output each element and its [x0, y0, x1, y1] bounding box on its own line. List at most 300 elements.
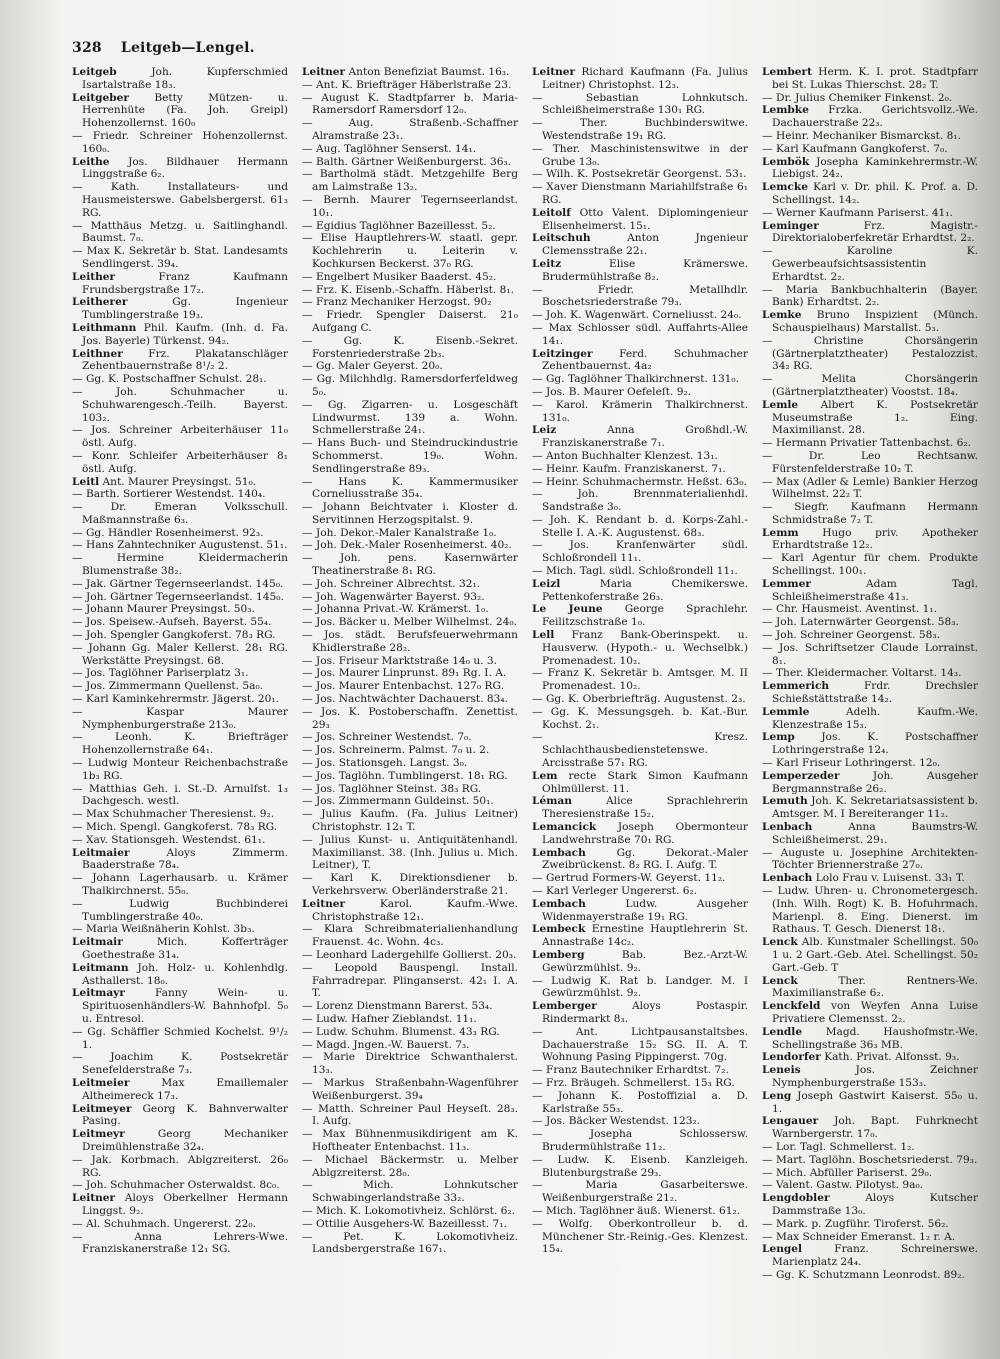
column-3 [532, 66, 752, 1346]
directory-entry [762, 936, 978, 974]
entry-surname: Lembök [762, 155, 810, 168]
entry-text: Melita Chorsängerin (Gärtnerplatztheater) Voostst. 18₄. [772, 373, 979, 398]
directory-sub-entry [302, 1218, 518, 1231]
directory-sub-entry [532, 885, 748, 898]
directory-sub-entry [532, 476, 748, 489]
directory-sub-entry [72, 629, 288, 642]
directory-sub-entry [302, 1013, 518, 1026]
directory-sub-entry [302, 834, 518, 872]
directory-sub-entry [532, 450, 748, 463]
entry-text: Magd. Haushofmstr.-We. Schellingstraße 36₃ MB. [772, 1025, 978, 1051]
directory-sub-entry [302, 757, 518, 770]
entry-surname: Leitner [532, 66, 576, 78]
entry-text: Elise Krämerswe. Brudermühlstraße 8₂. [542, 257, 748, 283]
entry-text: Ludwig Monteur Reichenbachstraße 1b₃ RG. [82, 757, 288, 782]
directory-entry [72, 1077, 288, 1103]
entry-surname: Lendorfer [762, 1051, 821, 1064]
entry-text: Friedr. Spengler Daiserst. 21₀ Aufgang C. [312, 309, 518, 334]
entry-text: Joh. Spengler Gangkoferst. 78₃ RG. [85, 629, 276, 642]
entry-text: Franz K. Sekretär b. Amtsger. M. II Promenadest. 10₂. [542, 667, 748, 693]
column-4 [762, 66, 982, 1346]
directory-sub-entry [302, 872, 518, 898]
directory-entry [762, 527, 978, 553]
entry-text: Frzka. Gerichtsvollz.-We. Dachauerstraße 22₃. [772, 104, 978, 130]
entry-surname: Lembach [532, 846, 586, 859]
directory-sub-entry [762, 642, 978, 668]
entry-surname: Leitl [72, 475, 100, 488]
entry-text: Xaver Dienstmann Mariahilfstraße 6₁ RG. [542, 181, 749, 206]
directory-sub-entry [302, 923, 518, 949]
entry-text: Ther. Maschinistenswitwe in der Grube 13₀. [542, 142, 748, 168]
entry-text: Konr. Schleifer Arbeiterhäuser 8₁ östl. Aufg. [82, 449, 288, 475]
directory-entry [532, 821, 748, 847]
directory-sub-entry [762, 616, 978, 629]
directory-entry [72, 92, 288, 130]
entry-surname: Leitner [302, 897, 346, 910]
directory-entry [762, 821, 978, 847]
column-2 [302, 66, 522, 1346]
entry-text: Frdr. Drechsler Schießstättstraße 14₂. [772, 680, 978, 706]
entry-text: Aug. Straßenb.-Schaffner Alramstraße 23₁. [312, 117, 519, 142]
entry-surname: Leitgeber [72, 91, 129, 104]
entry-text: Max Schneider Emeranst. 1₂ r. A. [775, 1230, 956, 1243]
entry-text: von Weyfen Anna Luise Privatiere Clemensst. 2₂. [772, 1000, 978, 1025]
entry-text: Gg. Schäffler Schmied Kochelst. 9¹/₂ 1. [82, 1025, 288, 1051]
entry-surname: Lenbach [762, 872, 813, 885]
entry-surname: Leitmann [72, 961, 129, 974]
entry-text: Mich. Abfüller Pariserst. 29₀. [775, 1166, 933, 1179]
entry-text: Hans K. Kammermusiker Corneliusstraße 35₄. [312, 475, 518, 501]
entry-surname: Leitgeb [72, 66, 117, 78]
entry-text: Michael Bäckermstr. u. Melber Ablgzreiterst. 28₀. [312, 1153, 519, 1179]
directory-sub-entry [302, 143, 518, 156]
entry-text: Adelh. Kaufm.-We. Klenzestraße 15₃. [772, 705, 978, 731]
entry-surname: Leitner [302, 66, 346, 78]
directory-sub-entry [532, 1128, 748, 1154]
entry-text: Ther. Kleidermacher. Voltarst. 14₃. [775, 667, 962, 680]
entry-text: Betty Mützen- u. Herrenhüte (Fa. Joh. Greipl) Hohenzollernst. 160₀ [82, 91, 288, 130]
directory-entry [72, 271, 288, 297]
directory-sub-entry [72, 757, 288, 783]
directory-sub-entry [532, 463, 748, 476]
entry-surname: Leithmann [72, 321, 137, 334]
entry-text: Max (Adler & Lemle) Bankier Herzog Wilhelmst. 22₂ T. [772, 475, 978, 501]
directory-entry [72, 476, 288, 489]
directory-entry [72, 156, 288, 182]
directory-sub-entry [302, 629, 518, 655]
entry-text: Jos. Bäcker u. Melber Wilhelmst. 24₀. [315, 616, 517, 629]
entry-text: Friedr. Metallhdlr. Boschetsriederstraße 79₃. [542, 283, 748, 309]
directory-entry [532, 603, 748, 629]
entry-text: Joseph Obermonteur Landwehrstraße 70₁ RG. [542, 821, 748, 846]
directory-entry [762, 309, 978, 335]
entry-text: Karl Verleger Ungererst. 6₂. [545, 885, 698, 897]
entry-surname: Leitmeyer [72, 1102, 132, 1115]
directory-entry [762, 1000, 978, 1026]
entry-text: Franz Kaufmann Frundsbergstraße 17₂. [82, 270, 288, 296]
directory-sub-entry [302, 949, 518, 962]
entry-text: Alb. Kunstmaler Schellingst. 50₀ 1 u. 2 Gart.-Geb. Atel. Schellingst. 50₂ Gart.-Geb. T [772, 936, 978, 974]
directory-sub-entry [72, 731, 288, 757]
entry-text: Otto Valent. Diplomingenieur Elisenheimerst. 15₁. [542, 206, 748, 232]
directory-sub-entry [762, 552, 978, 578]
entry-text: Joh. Wagenwärter Bayerst. 93₂. [315, 590, 485, 603]
entry-text: Gg. Milchhdlg. Ramersdorferfeldweg 5₀. [312, 373, 518, 398]
directory-sub-entry [302, 399, 518, 437]
entry-text: Frz. Bräugeh. Schmellerst. 15₃ RG. [545, 1076, 735, 1089]
entry-text: Jos. Taglöhner Pariserplatz 3₁. [85, 667, 249, 680]
directory-entry [532, 348, 748, 374]
directory-sub-entry [72, 578, 288, 591]
entry-text: Joh. Holz- u. Kohlenhdlg. Asthallerst. 18₀. [82, 961, 288, 987]
directory-sub-entry [72, 245, 288, 271]
directory-sub-entry [302, 1026, 518, 1039]
entry-text: Christine Chorsängerin (Gärtnerplatztheater) Pestalozzist. 34₂ RG. [772, 334, 978, 373]
directory-sub-entry [302, 1231, 518, 1257]
entry-text: Leonh. K. Briefträger Hohenzollernstraße 64₁. [82, 731, 288, 757]
entry-surname: Lembach [532, 897, 586, 910]
entry-surname: Leiz [532, 424, 557, 437]
directory-sub-entry [72, 591, 288, 604]
directory-sub-entry [762, 847, 978, 873]
directory-entry [762, 795, 978, 821]
entry-text: Jos. K. Postoberschaffn. Zenettist. 29₃ [312, 705, 518, 731]
directory-columns [72, 66, 982, 1346]
entry-text: Bernh. Maurer Tegernseerlandst. 10₁. [312, 193, 519, 219]
directory-entry [532, 424, 748, 450]
directory-sub-entry [762, 143, 978, 156]
directory-entry [72, 936, 288, 962]
entry-text: Markus Straßenbahn-Wagenführer Weißenburgerst. 39₄ [312, 1076, 519, 1102]
directory-entry [532, 66, 748, 92]
directory-entry [72, 66, 288, 92]
directory-sub-entry [72, 488, 288, 501]
entry-text: Johann Lagerhausarb. u. Krämer Thalkirchnerst. 55₀. [82, 872, 288, 897]
directory-sub-entry [302, 156, 518, 169]
entry-text: Jos. K. Postschaffner Lothringerstraße 12₄. [772, 731, 978, 757]
directory-entry [762, 872, 978, 885]
directory-sub-entry [302, 962, 518, 1000]
entry-text: Franz Bank-Oberinspekt. u. Hausverw. (Hypoth.- u. Wechselbk.) Promenadest. 10₂. [542, 629, 748, 667]
directory-sub-entry [72, 706, 288, 732]
directory-sub-entry [302, 501, 518, 527]
entry-text: Joh. Schreiner Georgenst. 58₃. [775, 629, 940, 642]
directory-sub-entry [762, 284, 978, 310]
directory-sub-entry [532, 1154, 748, 1180]
directory-sub-entry [72, 130, 288, 156]
entry-text: Auguste u. Josephine Architekten-Töchter Briennerstraße 27₀. [772, 846, 979, 872]
entry-text: Aug. Taglöhner Senserst. 14₁. [315, 142, 477, 155]
directory-sub-entry [302, 731, 518, 744]
entry-text: Jos. Stationsgeh. Langst. 3₀. [315, 757, 468, 770]
directory-sub-entry [532, 143, 748, 169]
entry-surname: Lemmerich [762, 680, 830, 693]
entry-text: Joh. Ausgeher Bergmannstraße 26₂. [772, 769, 978, 795]
entry-text: Jos. Zeichner Nymphenburgerstraße 153₃. [772, 1064, 978, 1089]
entry-text: Mich. Lohnkutscher Schwabingerlandstraße 33₂. [312, 1179, 518, 1205]
entry-text: Karol. Krämerin Thalkirchnerst. 131₀. [542, 398, 748, 424]
entry-text: Jos. B. Maurer Oefeleſt. 9₂. [545, 385, 692, 398]
entry-surname: Lemle [762, 398, 799, 411]
entry-text: Jak. Gärtner Tegernseerlandst. 145₀. [85, 577, 284, 590]
directory-entry [762, 1243, 978, 1269]
entry-text: Jos. Schriftsetzer Claude Lorrainst. 8₁. [772, 641, 978, 667]
entry-text: Chr. Hausmeist. Aventinst. 1₁. [775, 603, 938, 616]
directory-sub-entry [762, 629, 978, 642]
directory-sub-entry [532, 1115, 748, 1128]
directory-sub-entry [302, 706, 518, 732]
entry-text: Heinr. Schuhmachermstr. Heßst. 63₀. [545, 475, 747, 488]
directory-sub-entry [302, 578, 518, 591]
entry-text: Mart. Taglöhn. Boschetsriederst. 79₃. [775, 1153, 978, 1166]
entry-surname: Leitmeyr [72, 1128, 125, 1141]
directory-entry [762, 156, 978, 182]
directory-entry [532, 898, 748, 924]
directory-entry [532, 949, 748, 975]
entry-text: Julius Kunst- u. Antiquitätenhandl. Maximilianst. 38. (Inh. Julius u. Mich. Leitner), T. [312, 833, 518, 872]
entry-text: Mark. p. Zugführ. Tiroferst. 56₂. [775, 1217, 949, 1230]
directory-sub-entry [72, 220, 288, 246]
entry-surname: Lemcke [762, 181, 808, 194]
entry-text: Maria Gasarbeiterswe. Weißenburgerstraße 21₂. [542, 1179, 748, 1205]
directory-sub-entry [302, 1077, 518, 1103]
entry-text: Joh. Dek.-Maler Rosenheimerst. 40₂. [315, 539, 512, 552]
directory-entry [72, 348, 288, 374]
directory-sub-entry [302, 1128, 518, 1154]
entry-text: Karl Kaufmann Gangkoferst. 7₀. [775, 142, 948, 155]
directory-sub-entry [72, 1026, 288, 1052]
directory-sub-entry [302, 527, 518, 540]
directory-sub-entry [72, 680, 288, 693]
entry-surname: Leitmaier [72, 846, 130, 859]
directory-entry [72, 962, 288, 988]
entry-text: Adam Tagl. Schleißheimerstraße 41₃. [772, 577, 978, 603]
entry-text: Johann Gg. Maler Kellerst. 28₁ RG. Werkstätte Preysingst. 68. [82, 641, 289, 667]
entry-surname: Lemmer [762, 577, 811, 590]
entry-text: Xav. Stationsgeh. Westendst. 61₁. [85, 833, 266, 846]
entry-text: Hermine Kleidermacherin Blumenstraße 38₂. [82, 552, 289, 578]
entry-text: Jos. Nachtwächter Dachauerst. 83₄. [315, 693, 509, 706]
directory-entry [762, 975, 978, 1001]
entry-surname: Lengel [762, 1243, 803, 1256]
entry-text: Kaspar Maurer Nymphenburgerstraße 213₀. [82, 705, 288, 731]
directory-sub-entry [72, 923, 288, 936]
directory-sub-entry [72, 642, 288, 668]
entry-text: Jos. Zimmermann Quellenst. 5a₀. [85, 680, 264, 693]
entry-surname: Lengauer [762, 1115, 819, 1128]
entry-text: Gg. Zigarren- u. Losgeschäft Lindwurmst. 139 a. Wohn. Schmellerstraße 24₁. [312, 398, 518, 437]
running-title: Leitgeb—Lengel. [120, 40, 255, 56]
entry-text: Anna Lehrers-Wwe. Franziskanerstraße 12₁ SG. [82, 1230, 288, 1256]
entry-text: Franz Mechaniker Herzogst. 90₂ [315, 296, 492, 309]
entry-text: Kath. Privat. Alfonsst. 9₃. [820, 1051, 960, 1064]
directory-sub-entry [72, 386, 288, 424]
directory-entry [302, 898, 518, 924]
directory-entry [532, 847, 748, 873]
directory-entry [302, 66, 518, 79]
directory-sub-entry [532, 488, 748, 514]
entry-text: Ther. Buchbinderswitwe. Westendstraße 19₁ RG. [542, 117, 748, 142]
entry-surname: Leitzinger [532, 347, 593, 360]
entry-surname: Leithner [72, 347, 123, 360]
directory-entry [532, 258, 748, 284]
entry-text: Gg. Taglöhner Thalkirchnerst. 131₀. [545, 373, 740, 386]
directory-sub-entry [762, 476, 978, 502]
entry-text: Gertrud Formers-W. Geyerst. 11₂. [545, 872, 726, 885]
directory-sub-entry [762, 501, 978, 527]
entry-text: Georg K. Bahnverwalter Pasing. [82, 1102, 288, 1128]
entry-text: Matthias Geh. i. St.-D. Arnulfst. 1₃ Dachgesch. westl. [82, 782, 288, 808]
directory-sub-entry [532, 386, 748, 399]
entry-text: Jos. städt. Berufsfeuerwehrmann Khidlerstraße 28₂. [312, 629, 518, 654]
directory-sub-entry [532, 539, 748, 565]
directory-sub-entry [302, 194, 518, 220]
entry-text: Bab. Bez.-Arzt-W. Gewürzmühlst. 9₂. [542, 948, 748, 974]
entry-text: Frz. K. Eisenb.-Schaffn. Häberlst. 8₁. [315, 283, 514, 296]
entry-text: Jos. Schreiner Westendst. 7₀. [315, 731, 472, 744]
directory-sub-entry [762, 437, 978, 450]
entry-text: Dr. Emeran Volksschull. Maßmannstraße 6₃. [82, 501, 288, 526]
directory-entry [762, 1115, 978, 1141]
entry-text: Maria Weißnäherin Kohlst. 3b₃. [85, 923, 255, 936]
entry-text: Joh. K. Sekretariatsassistent b. Amtsger. M. I Bereiteranger 11₂. [772, 795, 978, 821]
entry-text: Johann K. Postoffizial a. D. Karlstraße 55₃. [542, 1089, 748, 1115]
directory-sub-entry [302, 680, 518, 693]
directory-sub-entry [762, 245, 978, 283]
entry-text: Aloys Zimmerm. Baaderstraße 78₄. [82, 846, 288, 872]
entry-text: Kresz. Schlachthausbedienstetenswe. Arcisstraße 57₁ RG. [542, 731, 748, 770]
directory-sub-entry [302, 232, 518, 270]
entry-text: Maria Chemikerswe. Pettenkoferstraße 26₃. [542, 577, 748, 603]
entry-text: Gg. Dekorat.-Maler Zweibrückenst. 8₂ RG. I. Aufg. T. [542, 846, 748, 872]
entry-text: Ant. Maurer Preysingst. 51₀. [99, 475, 257, 488]
entry-surname: Lenckfeld [762, 1000, 821, 1013]
entry-text: Barth. Sortierer Westendst. 140₄. [85, 488, 266, 501]
directory-entry [72, 987, 288, 1025]
directory-sub-entry [72, 181, 288, 219]
directory-entry [72, 1192, 288, 1218]
directory-sub-entry [762, 1179, 978, 1192]
entry-text: Hans Zahntechniker Augustenst. 51₁. [85, 539, 288, 552]
entry-text: August K. Stadtpfarrer b. Maria-Ramersdorf Ramersdorf 12₀. [312, 91, 518, 117]
directory-sub-entry [762, 207, 978, 220]
directory-sub-entry [762, 1218, 978, 1231]
directory-sub-entry [302, 783, 518, 796]
entry-text: Bartholmä städt. Metzgehilfe Berg am Laimstraße 13₂. [312, 168, 518, 194]
page-number: 328 [72, 40, 102, 56]
directory-sub-entry [532, 667, 748, 693]
entry-text: Julius Kaufm. (Fa. Julius Leitner) Christophstr. 12₁ T. [312, 808, 518, 834]
entry-text: Gg. Ingenieur Tumblingerstraße 19₃. [82, 296, 288, 322]
entry-text: Jos. Schreiner Arbeiterhäuser 11₀ östl. Aufg. [82, 424, 289, 450]
entry-text: Franz Bautechniker Erhardtst. 7₂. [545, 1064, 729, 1077]
entry-text: Anna Baumstrs-W. Schleißheimerst. 29₁. [772, 821, 978, 846]
directory-sub-entry [302, 284, 518, 297]
directory-sub-entry [762, 373, 978, 399]
directory-sub-entry [302, 616, 518, 629]
directory-sub-entry [762, 335, 978, 373]
directory-sub-entry [302, 168, 518, 194]
entry-surname: Lell [532, 629, 555, 642]
directory-sub-entry [762, 757, 978, 770]
directory-sub-entry [72, 667, 288, 680]
entry-surname: Leizl [532, 577, 561, 590]
directory-sub-entry [302, 1205, 518, 1218]
directory-entry [532, 629, 748, 667]
entry-text: Gg. Händler Rosenheimerst. 92₃. [85, 526, 264, 539]
directory-entry [72, 1128, 288, 1154]
entry-text: Ottilie Ausgehers-W. Bazeillesst. 7₁. [315, 1217, 507, 1230]
directory-sub-entry [532, 181, 748, 207]
entry-text: Mich. Spengl. Gangkoferst. 78₃ RG. [85, 821, 278, 834]
directory-sub-entry [302, 360, 518, 373]
entry-text: Dr. Julius Chemiker Finkenst. 2₀. [775, 91, 953, 104]
directory-sub-entry [302, 552, 518, 578]
entry-text: Jos. Maurer Linprunst. 89₁ Rg. I. A. [315, 667, 507, 680]
entry-text: Pet. K. Lokomotivheiz. Landsbergerstraße 167₁. [312, 1230, 518, 1256]
directory-entry [532, 770, 748, 796]
directory-sub-entry [302, 539, 518, 552]
column-1 [72, 66, 292, 1346]
directory-sub-entry [302, 655, 518, 668]
directory-entry [762, 1192, 978, 1218]
entry-text: Egidius Taglöhner Bazeillesst. 5₂. [315, 219, 496, 232]
entry-text: Joh. Schuhmacher Osterwaldst. 8c₀. [85, 1179, 280, 1192]
entry-text: Mich. Kofferträger Goethestraße 31₄. [82, 936, 288, 961]
directory-sub-entry [532, 1090, 748, 1116]
entry-surname: Lemmle [762, 705, 810, 718]
entry-text: Gg. Maler Geyerst. 20₀. [315, 360, 443, 373]
entry-text: Ernestine Hauptlehrerin St. Annastraße 14c₂. [542, 923, 748, 949]
entry-text: Marie Direktrice Schwanthalerst. 13₃. [312, 1051, 518, 1077]
entry-text: Hans Buch- und Steindruckindustrie Schommerst. 19₀. Wohn. Sendlingerstraße 89₃. [312, 437, 518, 475]
entry-text: Joh. K. Rendant b. d. Korps-Zahl.-Stelle I. A.-K. Augustenst. 68₃. [542, 513, 748, 539]
directory-sub-entry [762, 130, 978, 143]
entry-text: Lolo Frau v. Luisenst. 33₁ T. [812, 872, 965, 885]
directory-sub-entry [72, 450, 288, 476]
directory-sub-entry [72, 1154, 288, 1180]
entry-text: Max Schuhmacher Theresienst. 9₂. [85, 808, 275, 821]
entry-text: Franz. Schreinerswe. Marienplatz 24₄. [772, 1243, 978, 1269]
directory-sub-entry [302, 744, 518, 757]
directory-sub-entry [532, 1218, 748, 1256]
directory-entry [762, 706, 978, 732]
entry-surname: Leitmair [72, 936, 123, 949]
entry-text: Phil. Kaufm. (Inh. d. Fa. Jos. Bayerle) Türkenst. 94₂. [82, 321, 288, 347]
directory-entry [762, 1064, 978, 1090]
directory-sub-entry [72, 872, 288, 898]
entry-text: Jos. Bildhauer Hermann Linggstraße 6₂. [82, 155, 288, 181]
entry-text: Hermann Privatier Tattenbachst. 6₂. [775, 437, 971, 450]
entry-surname: Leitmayr [72, 987, 125, 1000]
directory-entry [762, 399, 978, 437]
entry-text: Mich. Taglöhner äuß. Wienerst. 61₂. [545, 1204, 741, 1217]
directory-entry [762, 181, 978, 207]
directory-sub-entry [72, 603, 288, 616]
entry-text: Siegfr. Kaufmann Hermann Schmidstraße 7₂ T. [772, 501, 978, 526]
entry-surname: Leitz [532, 257, 562, 270]
directory-entry [532, 207, 748, 233]
directory-sub-entry [532, 322, 748, 348]
directory-sub-entry [532, 284, 748, 310]
directory-sub-entry [302, 795, 518, 808]
entry-text: Jos. Zimmermann Guldeinst. 50₁. [315, 795, 494, 808]
entry-surname: Leitherer [72, 296, 128, 309]
entry-text: Ant. K. Briefträger Häberlstraße 23. [315, 78, 512, 91]
entry-surname: Leitner [72, 1192, 116, 1205]
entry-surname: Lembke [762, 104, 809, 117]
directory-sub-entry [302, 92, 518, 118]
